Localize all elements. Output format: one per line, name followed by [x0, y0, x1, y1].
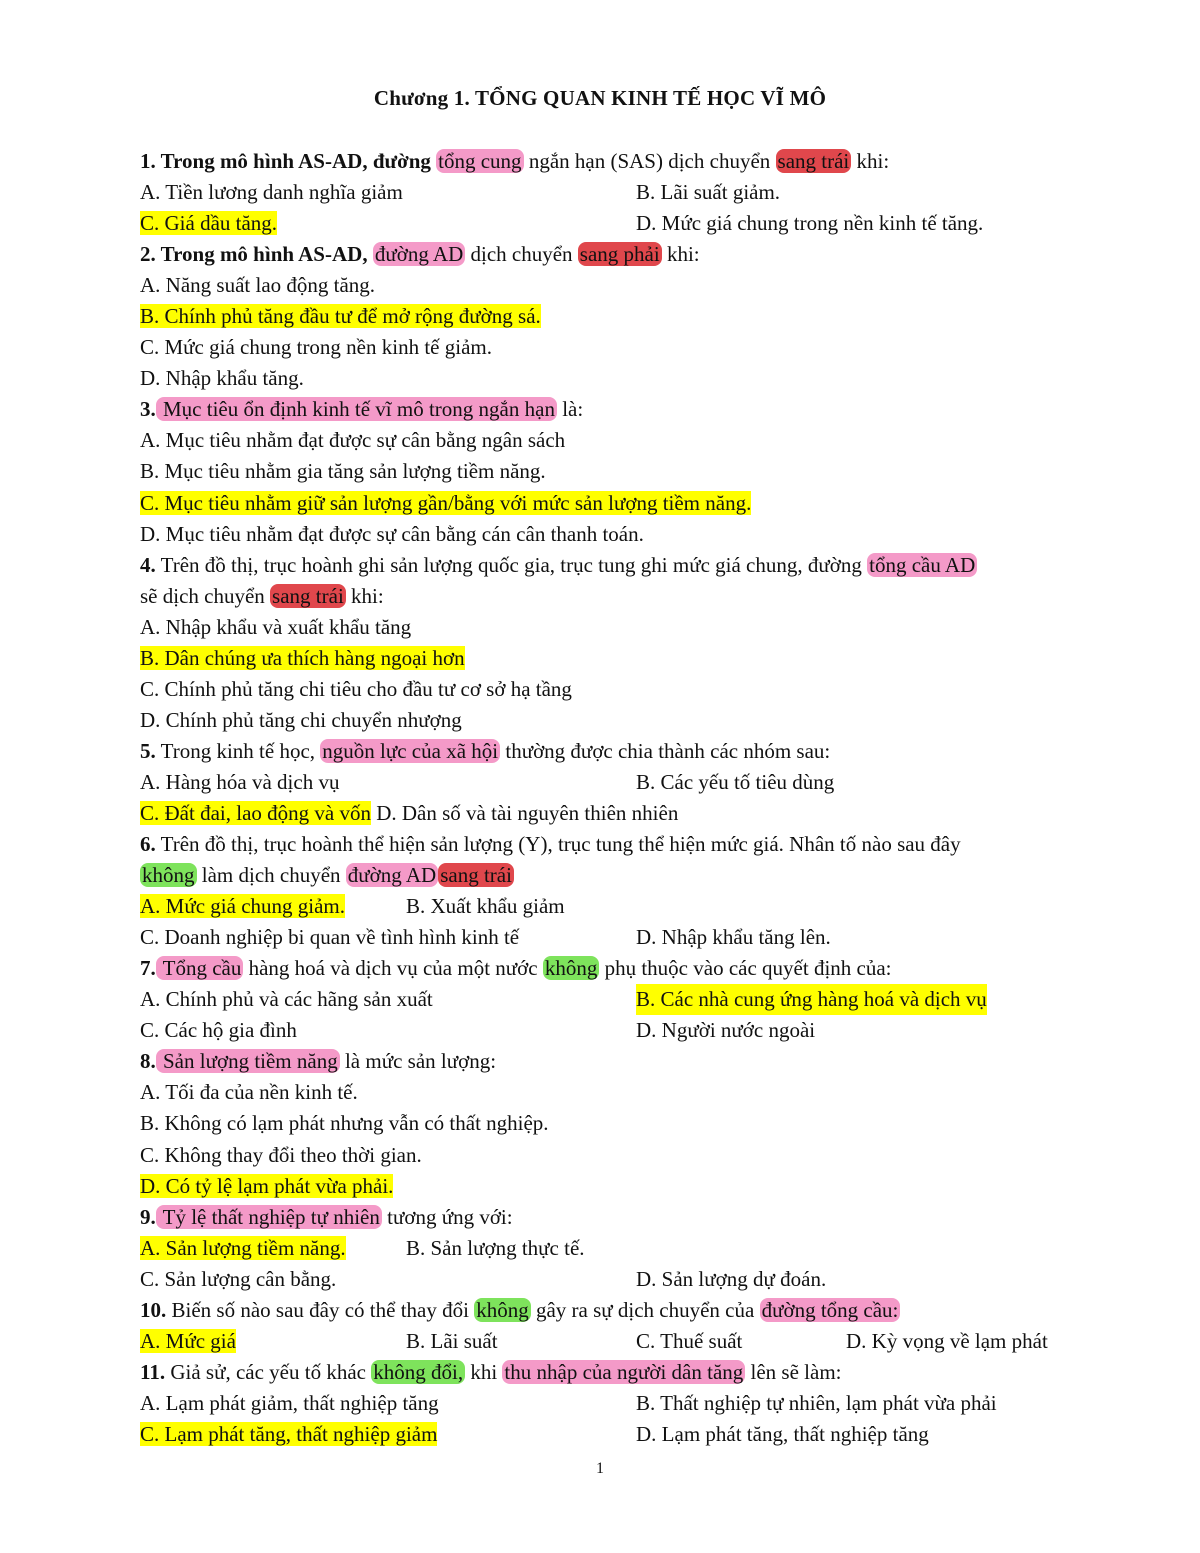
option-text: D. Có tỷ lệ lạm phát vừa phải. [140, 1173, 394, 1198]
question-1-stem [140, 146, 1085, 177]
option-c: C. Doanh nghiệp bi quan về tình hình kinh tế [140, 925, 520, 950]
direction-highlight: sang trái [272, 583, 344, 608]
option-text: C. Mức giá chung trong nền kinh tế giảm. [140, 335, 492, 360]
stem-text: khi: [851, 149, 890, 173]
stem-text: là mức sản lượng: [339, 1049, 497, 1074]
option-b: B. Lãi suất giảm. [636, 180, 781, 205]
question-number: 10. [140, 1297, 167, 1322]
direction-highlight: sang phải [579, 242, 660, 267]
question-number: 3. [140, 397, 156, 422]
option-b: B. Xuất khẩu giảm [406, 894, 565, 919]
option-c: C. Các hộ gia đình [140, 1018, 297, 1043]
negation-highlight: không đổi, [373, 1359, 464, 1384]
negation-highlight: không [142, 863, 195, 888]
stem-text: khi: [345, 583, 384, 608]
option-d: D. Lạm phát tăng, thất nghiệp tăng [636, 1421, 929, 1446]
option-c: C. Thuế suất [636, 1328, 743, 1353]
option-a: A. Hàng hóa và dịch vụ [140, 769, 340, 794]
question-9-options-cd [140, 1264, 1085, 1295]
stem-text: Trong mô hình AS-AD, đường [155, 149, 437, 173]
keyword-highlight: Mục tiêu ổn định kinh tế vĩ mô trong ngắn hạn [157, 397, 555, 422]
question-6-stem-line2 [140, 860, 1085, 891]
option-b: B. Thất nghiệp tự nhiên, lạm phát vừa phải [636, 1390, 997, 1415]
option-text: C. Mục tiêu nhằm giữ sản lượng gần/bằng với mức sản lượng tiềm năng. [140, 490, 752, 515]
question-5-options-cd [140, 798, 1085, 829]
stem-text: Trong mô hình AS-AD, [155, 242, 373, 267]
stem-text: gây ra sự dịch chuyển của [530, 1297, 760, 1322]
option-a-answer: A. Sản lượng tiềm năng. [140, 1235, 346, 1260]
stem-text: làm dịch chuyển [196, 863, 346, 888]
question-number: 11. [140, 1359, 166, 1384]
question-4-stem-line1 [140, 550, 1085, 581]
option-text: D. Nhập khẩu tăng. [140, 366, 304, 391]
question-9-stem [140, 1202, 1085, 1233]
question-5-options-ab [140, 767, 1085, 798]
option-text: D. Chính phủ tăng chi chuyển nhượng [140, 707, 462, 732]
option-d [140, 519, 1085, 550]
option-d [140, 705, 1085, 736]
question-1-options-ab [140, 177, 1085, 208]
question-10-stem [140, 1295, 1085, 1326]
stem-text: sẽ dịch chuyển [140, 583, 271, 608]
chapter-title: Chương 1. TỔNG QUAN KINH TẾ HỌC VĨ MÔ [373, 86, 827, 110]
stem-text: Trên đồ thị, trục hoành thể hiện sản lượng (Y), trục tung thể hiện mức giá. Nhân tố nào sau đây [155, 832, 961, 857]
stem-text: phụ thuộc vào các quyết định của: [599, 956, 892, 981]
option-d-answer [140, 1171, 1085, 1202]
question-number: 6. [140, 832, 156, 857]
stem-text: dịch chuyển [465, 242, 578, 267]
option-text: A. Năng suất lao động tăng. [140, 273, 376, 298]
option-text: B. Không có lạm phát nhưng vẫn có thất nghiệp. [140, 1111, 549, 1136]
option-b-answer [140, 301, 1085, 332]
question-7-stem [140, 953, 1085, 984]
question-number: 7. [140, 956, 156, 981]
stem-text: ngắn hạn (SAS) dịch chuyển [523, 149, 776, 173]
keyword-highlight: đường AD [374, 242, 464, 267]
page-number: 1 [596, 1460, 604, 1477]
option-b: B. Các yếu tố tiêu dùng [636, 769, 835, 794]
option-text: B. Chính phủ tăng đầu tư để mở rộng đường sá. [140, 304, 541, 329]
option-a [140, 425, 1085, 456]
option-text: B. Dân chúng ưa thích hàng ngoại hơn [140, 645, 465, 670]
option-text: A. Mục tiêu nhằm đạt được sự cân bằng ngân sách [140, 428, 566, 453]
stem-text: hàng hoá và dịch vụ của một nước [243, 956, 543, 981]
option-c [140, 674, 1085, 705]
option-d: D. Sản lượng dự đoán. [636, 1266, 827, 1291]
option-c: C. Sản lượng cân bằng. [140, 1266, 337, 1291]
option-text: A. Nhập khẩu và xuất khẩu tăng [140, 614, 412, 639]
direction-highlight: sang trái [777, 149, 850, 173]
option-d: D. Kỳ vọng về lạm phát [846, 1328, 1048, 1353]
question-number: 9. [140, 1204, 156, 1229]
question-number: 1. [140, 149, 156, 173]
option-a: A. Lạm phát giảm, thất nghiệp tăng [140, 1390, 439, 1415]
question-4-stem-line2 [140, 581, 1085, 612]
option-c [140, 332, 1085, 363]
question-6-options-cd [140, 922, 1085, 953]
option-text: C. Không thay đổi theo thời gian. [140, 1142, 422, 1167]
option-text: B. Mục tiêu nhằm gia tăng sản lượng tiềm năng. [140, 459, 546, 484]
question-number: 5. [140, 738, 156, 763]
option-text: D. Mục tiêu nhằm đạt được sự cân bằng cán cân thanh toán. [140, 521, 644, 546]
stem-text: lên sẽ làm: [745, 1359, 842, 1384]
option-b: B. Lãi suất [406, 1328, 498, 1353]
option-a [140, 612, 1085, 643]
option-c-answer: C. Lạm phát tăng, thất nghiệp giảm [140, 1421, 438, 1446]
question-11-options-cd [140, 1419, 1085, 1450]
keyword-highlight: đường AD [347, 863, 437, 888]
option-a-answer: A. Mức giá [140, 1328, 236, 1353]
question-11-stem [140, 1357, 1085, 1388]
question-2-stem [140, 239, 1085, 270]
option-d: D. Nhập khẩu tăng lên. [636, 925, 831, 950]
option-a: A. Tiền lương danh nghĩa giảm [140, 180, 403, 205]
option-c-answer: C. Đất đai, lao động và vốn [140, 800, 371, 825]
option-text: C. Chính phủ tăng chi tiêu cho đầu tư cơ sở hạ tầng [140, 676, 572, 701]
keyword-highlight: Tỷ lệ thất nghiệp tự nhiên [157, 1204, 380, 1229]
question-7-options-cd [140, 1015, 1085, 1046]
option-c [140, 1140, 1085, 1171]
keyword-highlight: Sản lượng tiềm năng [157, 1049, 338, 1074]
option-d [140, 363, 1085, 394]
question-1-options-cd [140, 208, 1085, 239]
stem-text: Trên đồ thị, trục hoành ghi sản lượng quốc gia, trục tung ghi mức giá chung, đường [155, 552, 868, 577]
keyword-highlight: tổng cung [438, 149, 522, 173]
stem-text: Biến số nào sau đây có thể thay đổi [166, 1297, 475, 1322]
option-c-answer: C. Giá dầu tăng. [140, 211, 278, 236]
negation-highlight: không [476, 1297, 529, 1322]
keyword-highlight: tổng cầu AD [869, 552, 976, 577]
option-text: A. Tối đa của nền kinh tế. [140, 1080, 358, 1105]
question-6-options-ab [140, 891, 1085, 922]
option-a [140, 1077, 1085, 1108]
option-a: A. Chính phủ và các hãng sản xuất [140, 987, 433, 1012]
question-9-options-ab [140, 1233, 1085, 1264]
question-7-options-ab [140, 984, 1085, 1015]
option-d: D. Mức giá chung trong nền kinh tế tăng. [636, 211, 984, 236]
keyword-highlight: nguồn lực của xã hội [322, 738, 499, 763]
question-6-stem-line1 [140, 829, 1085, 860]
option-b: B. Sản lượng thực tế. [406, 1235, 585, 1260]
keyword-highlight: thu nhập của người dân tăng [504, 1359, 744, 1384]
option-b-answer [140, 643, 1085, 674]
stem-text: khi [465, 1359, 503, 1384]
stem-text: thường được chia thành các nhóm sau: [500, 738, 831, 763]
question-number: 4. [140, 552, 156, 577]
stem-text: tương ứng với: [381, 1204, 513, 1229]
option-b-answer: B. Các nhà cung ứng hàng hoá và dịch vụ [636, 984, 987, 1015]
question-number: 2. [140, 242, 156, 267]
negation-highlight: không [544, 956, 598, 981]
option-b [140, 1108, 1085, 1139]
question-8-stem [140, 1046, 1085, 1077]
stem-text: Trong kinh tế học, [155, 738, 321, 763]
keyword-highlight: đường tổng cầu: [761, 1297, 899, 1322]
option-b [140, 456, 1085, 487]
option-d: D. Dân số và tài nguyên thiên nhiên [370, 800, 679, 825]
question-number: 8. [140, 1049, 156, 1074]
question-5-stem [140, 736, 1085, 767]
question-11-options-ab [140, 1388, 1085, 1419]
stem-text: khi: [661, 242, 700, 267]
stem-text: Giả sử, các yếu tố khác [165, 1359, 372, 1384]
option-c-answer [140, 488, 1085, 519]
direction-highlight: sang trái [440, 863, 512, 888]
option-a-answer: A. Mức giá chung giảm. [140, 894, 346, 919]
option-d: D. Người nước ngoài [636, 1018, 816, 1043]
question-3-stem [140, 394, 1085, 425]
question-10-options [140, 1326, 1085, 1357]
option-a [140, 270, 1085, 301]
keyword-highlight: Tổng cầu [157, 956, 242, 981]
question-list [140, 146, 1085, 1450]
stem-text: là: [556, 397, 584, 422]
